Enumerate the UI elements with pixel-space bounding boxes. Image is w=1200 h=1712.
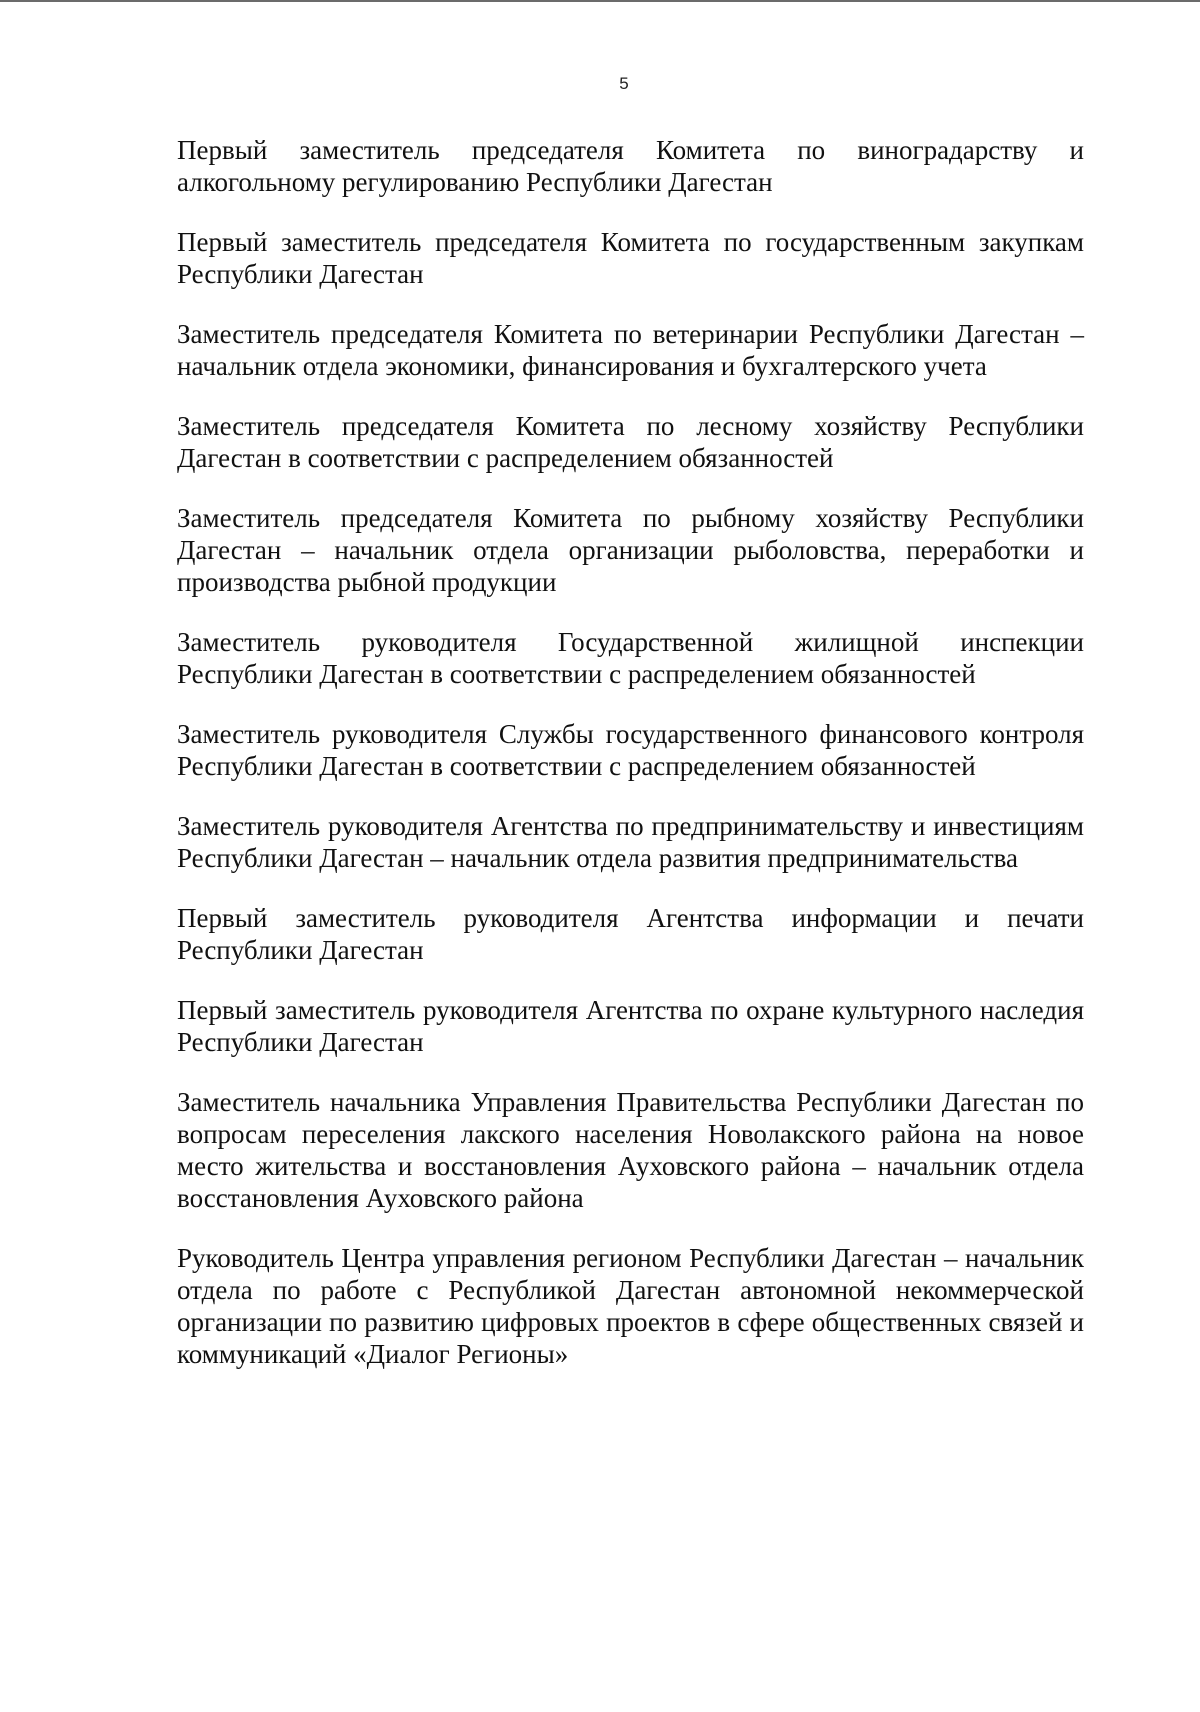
position-entry-6: Заместитель руководителя Государственной жилищной инспекции Республики Дагестан в соответствии с распределением обязанностей: [177, 627, 1084, 689]
position-entry-10: Первый заместитель руководителя Агентства по охране культурного наследия Республики Дагестан: [177, 995, 1084, 1057]
position-entry-12: Руководитель Центра управления регионом Республики Дагестан – начальник отдела по работе с Республикой Дагестан автономной некоммерческой организации по развитию цифровых проектов в сфере общественных связей и коммуникаций «Диалог Регионы»: [177, 1243, 1084, 1369]
position-entry-2: Первый заместитель председателя Комитета по государственным закупкам Республики Дагестан: [177, 227, 1084, 289]
position-list: [177, 134, 1084, 1398]
position-entry-1: Первый заместитель председателя Комитета по виноградарству и алкогольному регулированию Республики Дагестан: [177, 135, 1084, 197]
position-entry-11: Заместитель начальника Управления Правительства Республики Дагестан по вопросам переселения лакского населения Новолакского района на новое место жительства и восстановления Ауховского района – начальник отдела восстановления Ауховского района: [177, 1087, 1084, 1213]
position-entry-5: Заместитель председателя Комитета по рыбному хозяйству Республики Дагестан – начальник отдела организации рыболовства, переработки и производства рыбной продукции: [177, 503, 1084, 597]
position-entry-4: Заместитель председателя Комитета по лесному хозяйству Республики Дагестан в соответствии с распределением обязанностей: [177, 411, 1084, 473]
page-top-edge: [0, 0, 1200, 2]
position-entry-9: Первый заместитель руководителя Агентства информации и печати Республики Дагестан: [177, 903, 1084, 965]
page-number: 5: [619, 74, 629, 93]
position-entry-7: Заместитель руководителя Службы государственного финансового контроля Республики Дагестан в соответствии с распределением обязанностей: [177, 719, 1084, 781]
position-entry-8: Заместитель руководителя Агентства по предпринимательству и инвестициям Республики Дагестан – начальник отдела развития предпринимательства: [177, 811, 1084, 873]
position-entry-3: Заместитель председателя Комитета по ветеринарии Республики Дагестан – начальник отдела экономики, финансирования и бухгалтерского учета: [177, 319, 1084, 381]
